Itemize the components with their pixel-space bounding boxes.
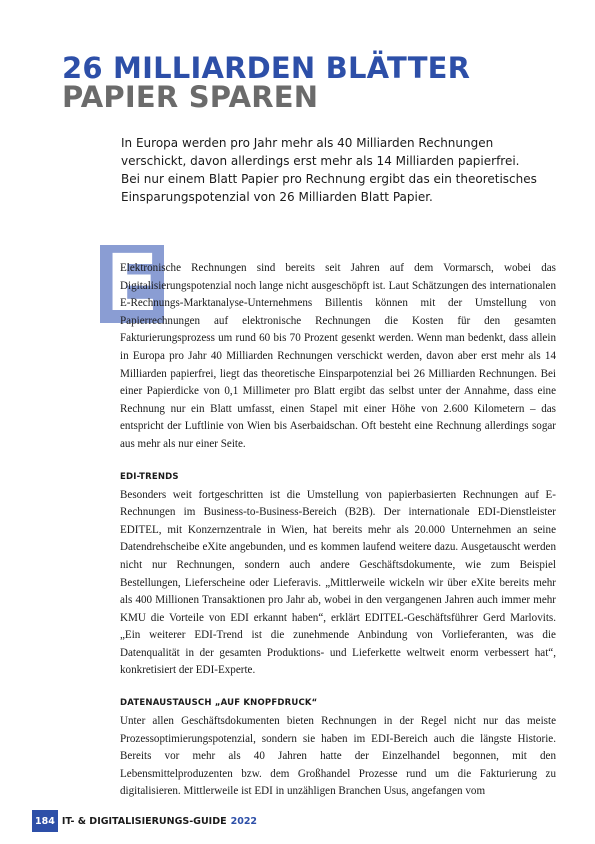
publication-year: 2022 [230, 815, 258, 827]
section-heading-datenaustausch: DATENAUSTAUSCH „AUF KNOPFDRUCK“ [120, 698, 318, 709]
publication-name: IT- & DIGITALISIERUNGS-GUIDE [61, 815, 227, 827]
page-number: 184 [32, 810, 58, 832]
article-body [120, 260, 556, 801]
drop-cap: E [100, 245, 164, 323]
section-heading-edi-trends: EDI-TRENDS [120, 471, 179, 482]
intro-paragraph: Elektronische Rechnungen sind bereits seit Jahren auf dem Vormarsch, wobei das Digitalisierungspotenzial noch lange nicht ausgeschöpft ist. Laut Schätzungen des internationalen E-Rechnungs-Marktanalyse-Unternehmens Billentis können mit der Umstellung von Papierrechnungen auf elektronische Rechnungen die Kosten für den gesamten Fakturierungsprozess um rund 60 bis 70 Prozent gesenkt werden. Wenn man bedenkt, dass allein in Europa pro Jahr 40 Milliarden Rechnungen verschickt werden, davon aber erst mehr als 14 Milliarden papierfrei, liegt das theoretische Einsparpotenzial bei 26 Milliarden Rechnungen. Bei einer Papierdicke von 0,1 Millimeter pro Blatt ergibt das selbst unter der Annahme, dass eine Rechnung nur ein Blatt umfasst, einen Stapel mit einer Höhe von 2.600 Kilometern – das entspricht der Luftlinie von Wien bis Aserbaidschan. Oft besteht eine Rechnung allerdings sogar aus mehr als nur einer Seite. [120, 262, 556, 450]
page-footer [32, 810, 257, 832]
section-paragraph-datenaustausch: Unter allen Geschäftsdokumenten bieten Rechnungen in der Regel nicht nur das meiste Prozessoptimierungspotenzial, sondern sie haben im EDI-Bereich auch die längste Historie. Bereits vor mehr als 40 Jahren hatte der Einzelhandel begonnen, mit den Lebensmittelproduzenten bzw. dem Großhandel Prozesse rund um die Fakturierung zu digitalisieren. Mittlerweile ist EDI in unzähligen Branchen Usus, angefangen vom [120, 715, 556, 798]
title-line-2: PAPIER SPAREN [62, 80, 319, 114]
lead-paragraph: In Europa werden pro Jahr mehr als 40 Milliarden Rechnungen verschickt, davon allerdings erst mehr als 14 Milliarden papierfrei. Bei nur einem Blatt Papier pro Rechnung ergibt das ein theoretisches Einsparungspotenzial von 26 Milliarden Blatt Papier. [121, 136, 537, 204]
title-line-1: 26 MILLIARDEN BLÄTTER [62, 51, 471, 85]
section-paragraph-edi-trends: Besonders weit fortgeschritten ist die Umstellung von papierbasierten Rechnungen auf E-Rechnungen im Business-to-Business-Bereich (B2B). Der internationale EDI-Dienstleister EDITEL, mit Konzernzentrale in Wien, hat bereits mehr als 20.000 Unternehmen an seine Datendrehscheibe eXite angebunden, und es kommen laufend weitere dazu. Ausgetauscht werden nicht nur Rechnungen, sondern auch andere Geschäftsdokumente, wie zum Beispiel Bestellungen, Lieferscheine oder Lieferavis. „Mittlerweile wickeln wir über eXite bereits mehr als 400 Millionen Transaktionen pro Jahr ab, wobei in den vergangenen Jahren auch immer mehr KMU die Vorteile von EDI erkannt haben“, erklärt EDITEL-Geschäftsführer Gerd Marlovits. „Ein weiterer EDI-Trend ist die zunehmende Anbindung von Vorlieferanten, was die Datenqualität in der gesamten Produktions- und Lieferkette weltweit enorm verbessert hat“, konkretisiert der EDI-Experte. [120, 488, 556, 677]
page-title [62, 51, 471, 114]
